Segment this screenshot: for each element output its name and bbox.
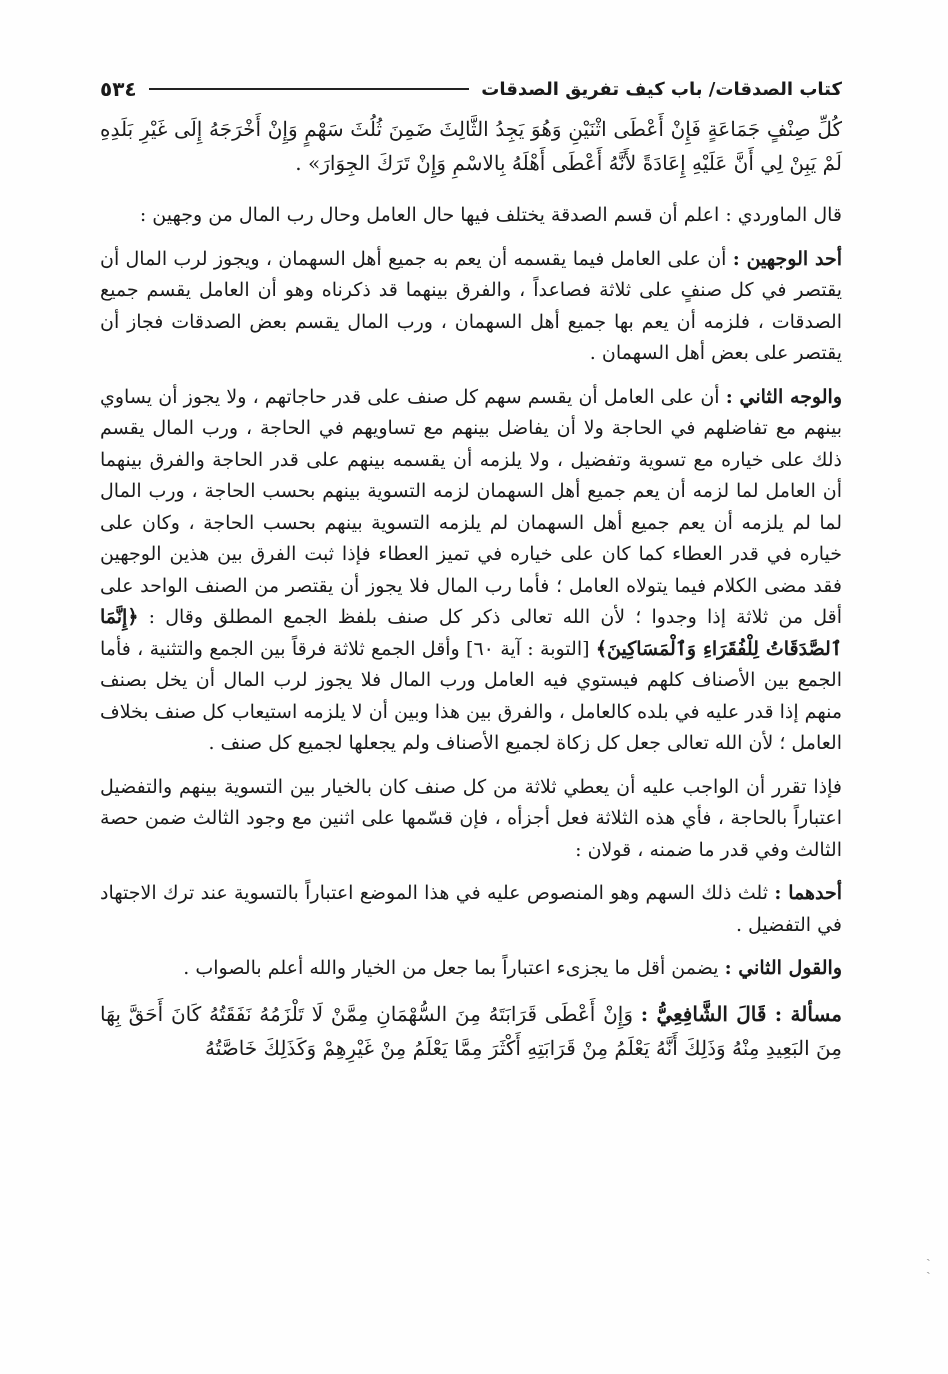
paragraph-text: قال الماوردي : اعلم أن قسم الصدقة يختلف فيها حال العامل وحال رب المال من وجهين : (139, 204, 842, 226)
paragraph-text: كُلِّ صِنْفٍ جَمَاعَةٍ فَإِنْ أَعْطَى اثْنَيْنِ وَهُوَ يَجِدُ الثَّالِثَ ضَمِنَ ثُلُثَ سَهْمٍ وَإِنْ أَخْرَجَهُ إِلَى غَيْرِ بَلَدِهِ لَمْ يَبِنْ لِي أَنَّ عَلَيْهِ إِعَادَةً لأَنَّهُ أَعْطَى أَهْلَهُ بِالاسْمِ وَإِنْ تَرَكَ الجِوَارَ» . (100, 117, 842, 175)
paragraph-text: وَإِنْ أَعْطَى قَرَابَتَهُ مِنَ السُّهْمَانِ مِمَّنْ لَا تَلْزَمُهُ نَفَقَتُهُ كَانَ أَحَقَّ بِهَا مِنَ البَعِيدِ مِنْهُ وَذَلِكَ أَنَّهُ يَعْلَمُ مِنْ قَرَابَتِهِ أَكْثَرَ مِمَّا يَعْلَمُ مِنْ غَيْرِهِمْ وَكَذَلِكَ خَاصَّتُهُ (100, 1001, 842, 1060)
quran-verse: ﴿إِنَّمَا ٱلصَّدَقَاتُ لِلْفُقَرَاءِ وَٱلْمَسَاكِينَ﴾ (100, 606, 842, 660)
second-aspect-paragraph (100, 382, 842, 760)
page-body (100, 112, 842, 1085)
paragraph-heading: والقول الثاني : (724, 957, 842, 979)
second-opinion-paragraph (100, 953, 842, 985)
first-opinion-paragraph (100, 878, 842, 941)
first-aspect-paragraph (100, 244, 842, 370)
page-number: ٥٣٤ (100, 77, 137, 101)
paragraph-text: أن على العامل فيما يقسمه أن يعم به جميع أهل السهمان ، ويجوز لرب المال أن يقتصر في كل صنفٍ على ثلاثة فصاعداً ، والفرق بينهما قد ذكرناه وهو أن العامل يقسم جميع الصدقات ، فلزمه أن يعم بها جميع أهل السهمان ، ورب المال يقسم بعض الصدقات فجاز أن يقتصر على بعض أهل السهمان . (100, 247, 842, 364)
paragraph-text: ثلث ذلك السهم وهو المنصوص عليه في هذا الموضع اعتباراً بالتسوية عند ترك الاجتهاد في التفضيل . (100, 882, 842, 936)
mawardi-intro-paragraph (100, 200, 842, 232)
paragraph-heading: أحدهما : (774, 882, 842, 904)
obligation-paragraph (100, 772, 842, 867)
running-title: كتاب الصدقات/ باب كيف تفريق الصدقات (481, 78, 842, 100)
paragraph-text: يضمن أقل ما يجزىء اعتباراً بما جعل من الخيار والله أعلم بالصواب . (183, 957, 725, 979)
margin-mark-icon: ˏ ˎ (926, 1246, 931, 1275)
paragraph-heading: مسألة : قَالَ الشَّافِعِيُّ : (640, 1001, 842, 1026)
header-rule (149, 88, 470, 90)
paragraph-text: فإذا تقرر أن الواجب عليه أن يعطي ثلاثة من كل صنف كان بالخيار بين التسوية بينهم والتفضيل اعتباراً بالحاجة ، فأي هذه الثلاثة فعل أجزأه ، فإن قسّمها على اثنين مع وجود الثالث ضمن حصة الثالث وفي قدر ما ضمنه ، قولان : (100, 775, 843, 861)
paragraph-text-continued: [التوبة : آية ٦٠] وأقل الجمع ثلاثة فرقاً بين الجمع والتثنية ، فأما الجمع بين الأصناف كلهم فيستوي فيه العامل ورب المال فلا يجوز لرب المال أن يخل بصنف منهم إذا قدر عليه في بلده كالعامل ، والفرق بين هذا وبين أن لا يلزمه استيعاب كل صنف بخلاف العامل ؛ لأن الله تعالى جعل كل زكاة لجميع الأصناف ولم يجعلها لجميع كل صنف . (100, 637, 842, 754)
paragraph-text: أن على العامل أن يقسم سهم كل صنف على قدر حاجاتهم ، ولا يجوز أن يساوي بينهم مع تفاضلهم في الحاجة ولا أن يفاضل بينهم مع تساويهم في الحاجة ، ورب المال يقسم ذلك على خياره مع تسوية وتفضيل ، ولا يلزمه أن يقسمه بينهم على قدر الحاجة والفرق بينهما أن العامل لما لزمه أن يعم جميع أهل السهمان لزمه التسوية بينهم بحسب الحاجة ، ورب المال لما لم يلزمه أن يعم جميع أهل السهمان لم يلزمه التسوية بينهم بحسب الحاجة ، وكان على خياره في قدر العطاء كما كان على خياره في تميز العطاء فإذا ثبت الفرق بين هذين الوجهين فقد مضى الكلام فيما يتولاه العامل ؛ فأما رب المال فلا يجوز أن يقتصر من الصنف الواحد على أقل من ثلاثة إذا وجدوا ؛ لأن الله تعالى ذكر كل صنف بلفظ الجمع المطلق وقال : (100, 385, 842, 628)
paragraph-heading: أحد الوجهين : (732, 247, 842, 270)
page-header (100, 72, 842, 106)
masala-paragraph (100, 997, 842, 1065)
quoted-text-paragraph (100, 112, 842, 180)
paragraph-heading: والوجه الثاني : (725, 385, 842, 408)
